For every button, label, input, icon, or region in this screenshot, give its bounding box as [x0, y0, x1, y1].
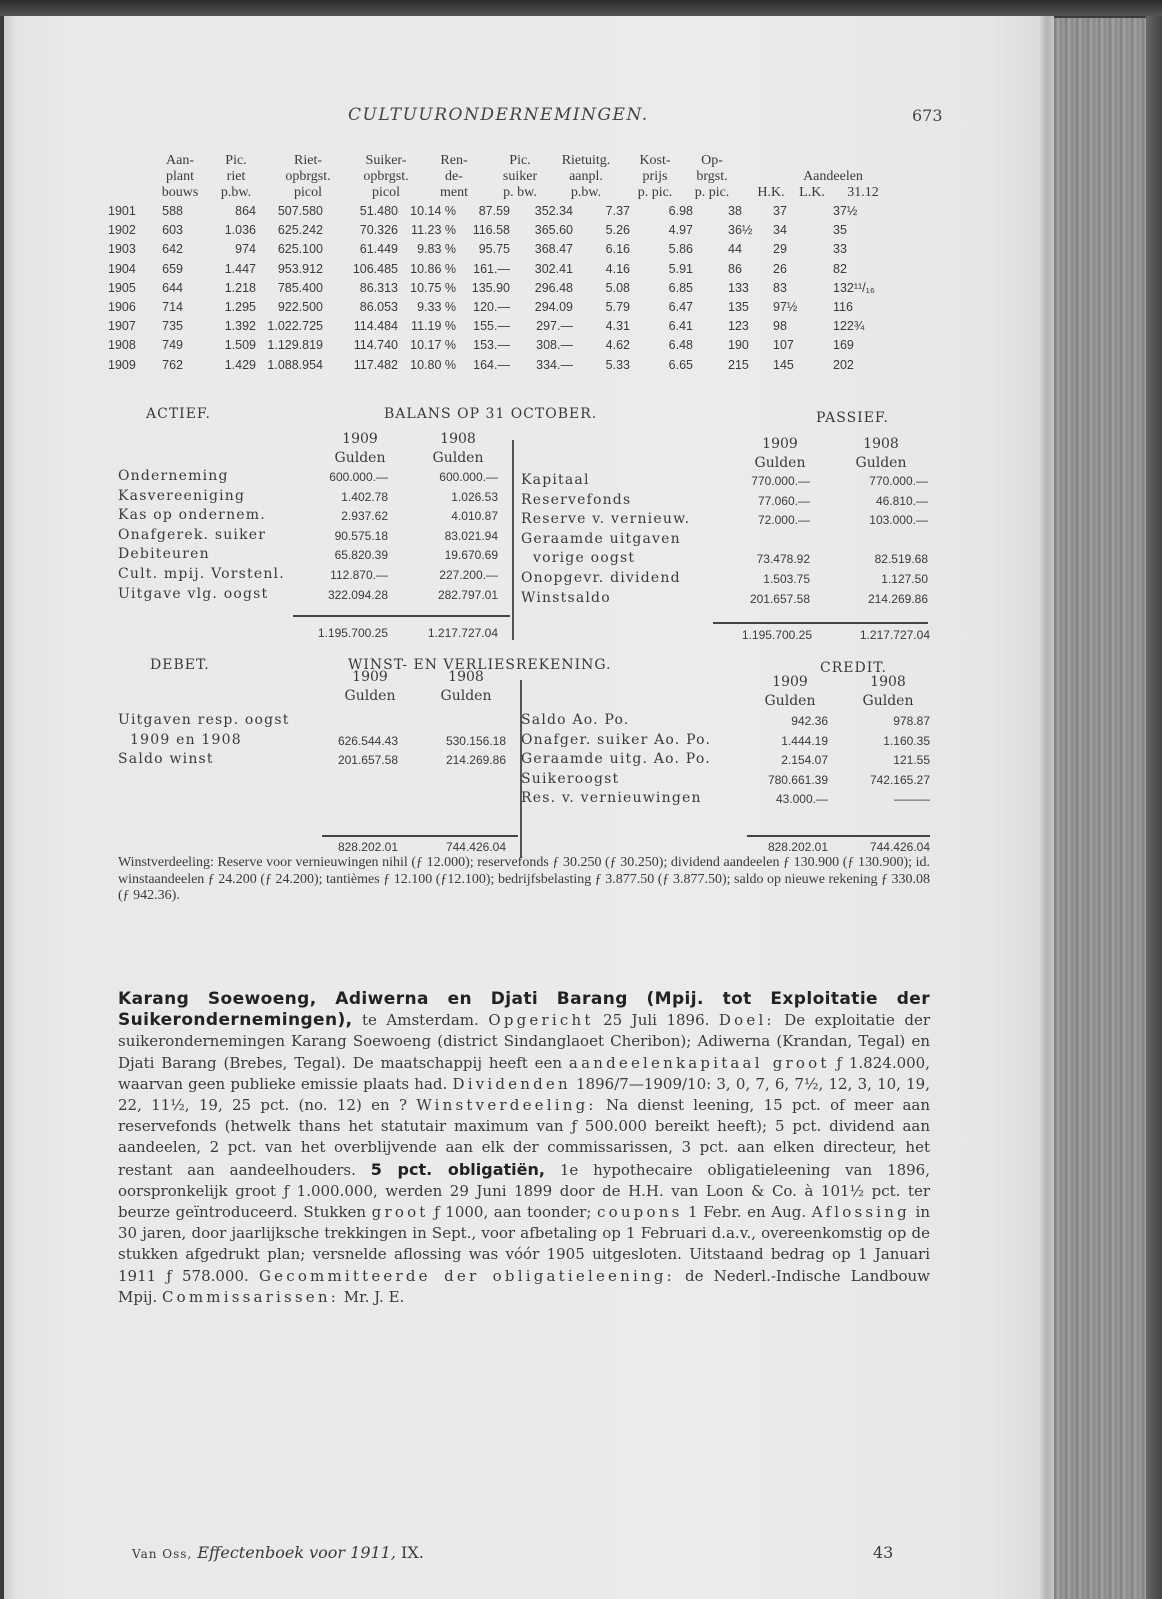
table-cell: 106.485	[352, 261, 398, 276]
table-cell: 1.036	[224, 223, 256, 238]
footer-author: Van Oss,	[132, 1547, 193, 1561]
table-cell: 10.14 %	[410, 204, 456, 218]
ledger-value-1908: 83.021.94	[444, 528, 498, 543]
table-cell: 974	[235, 242, 256, 257]
table-cell: 1.509	[224, 338, 256, 353]
table-cell: 26	[773, 261, 787, 276]
table-cell: 10.86 %	[410, 261, 456, 276]
table-cell: 135.90	[471, 280, 510, 295]
table-cell: 164.—	[473, 357, 510, 372]
debet-heading: DEBET.	[150, 657, 210, 673]
balance-title: BALANS OP 31 OCTOBER.	[384, 406, 598, 422]
ledger-value-1908: 227.200.—	[439, 568, 498, 582]
table-cell: 1.218	[224, 280, 256, 295]
table-cell: 735	[162, 319, 183, 334]
groot-label: groot	[371, 1203, 429, 1222]
actief-col-1909: 1909 Gulden	[334, 431, 386, 466]
table-cell: 153.—	[473, 338, 510, 353]
table-cell: 107	[773, 338, 794, 353]
aflossing-label: Aflossing	[811, 1203, 910, 1222]
debet-col-1909: 1909 Gulden	[344, 669, 396, 704]
table-cell: 6.47	[668, 300, 693, 314]
table-cell: 644	[162, 280, 183, 295]
row-year: 1907	[108, 319, 136, 334]
table-cell: 6.41	[668, 319, 693, 334]
table-cell: 86	[728, 261, 742, 276]
opgericht-label: Opgericht	[488, 1011, 594, 1030]
page-footer	[132, 1543, 424, 1562]
winst-divider	[520, 680, 522, 858]
table-cell: 864	[235, 204, 256, 218]
table-cell: 133	[728, 280, 749, 295]
table-cell: 5.91	[668, 261, 693, 276]
table-cell: 190	[728, 338, 749, 353]
debet-total-rule	[322, 835, 518, 837]
ledger-label: Uitgave vlg. oogst	[118, 585, 269, 602]
ledger-value-1909: 43.000.—	[775, 792, 828, 807]
row-year: 1909	[108, 357, 136, 372]
ledger-label: Onopgevr. dividend	[521, 570, 681, 586]
column-header-hk: H.K.	[757, 185, 785, 200]
table-cell: 35	[833, 223, 847, 238]
table-cell: 10.80 %	[410, 357, 456, 372]
table-cell: 507.580	[277, 204, 323, 218]
ledger-value-1908: 19.670.69	[444, 548, 498, 563]
commissarissen-text: Mr. J. E.	[339, 1287, 405, 1306]
ledger-value-1908: 4.010.87	[451, 509, 498, 524]
ledger-label: Kapitaal	[521, 472, 590, 488]
table-cell: 135	[728, 300, 749, 314]
table-cell: 82	[833, 261, 847, 276]
table-cell: 11.19 %	[411, 319, 456, 334]
ledger-value-1909: 1.444.19	[781, 733, 828, 748]
ledger-value-1909: 780.661.39	[767, 772, 828, 787]
table-cell: 86.313	[359, 280, 398, 295]
table-cell: 762	[162, 357, 183, 372]
page-number: 673	[912, 106, 943, 125]
ledger-label: Saldo Ao. Po.	[521, 712, 630, 728]
ledger-value-1909: 770.000.—	[751, 474, 810, 488]
table-cell: 5.08	[605, 280, 630, 295]
table-row	[108, 262, 908, 281]
table-cell: 1.022.725	[267, 319, 323, 334]
column-header-pic_suiker: Pic. suiker p. bw.	[502, 153, 538, 200]
passief-total-1908: 1.217.727.04	[859, 628, 930, 642]
table-row	[108, 242, 908, 261]
kapitaal-label: aandeelenkapitaal groot	[568, 1053, 830, 1072]
footer-volume: IX.	[395, 1543, 424, 1562]
ledger-value-1908: 600.000.—	[439, 470, 498, 484]
table-cell: 603	[162, 223, 183, 238]
table-cell: 44	[728, 242, 742, 257]
table-cell: 37½	[833, 204, 858, 218]
ledger-label: Kasvereeniging	[118, 487, 246, 504]
table-cell: 642	[162, 242, 183, 257]
ledger-value-1909: 201.657.58	[749, 591, 810, 606]
table-cell: 132¹¹/₁₆	[833, 280, 875, 295]
ledger-value-1908: 1.026.53	[451, 489, 498, 504]
row-year: 1905	[108, 280, 136, 295]
actief-heading: ACTIEF.	[146, 406, 211, 422]
table-cell: 922.500	[277, 300, 323, 314]
column-header-suiker_opbrgst: Suiker- opbrgst. picol	[363, 153, 409, 200]
table-cell: 4.97	[668, 223, 693, 238]
ledger-label: vorige oogst	[533, 550, 636, 567]
table-cell: 83	[773, 280, 787, 295]
table-cell: 114.740	[353, 338, 398, 353]
ledger-label: Geraamde uitgaven	[521, 530, 681, 547]
column-header-opbrgst: Op- brgst. p. pic.	[694, 153, 730, 200]
ledger-label: Onafger. suiker Ao. Po.	[521, 731, 712, 748]
column-header-rendement: Ren- de- ment	[440, 153, 468, 200]
column-header-rietuitg: Rietuitg. aanpl. p.bw.	[561, 153, 611, 200]
table-cell: 1.429	[224, 357, 256, 372]
ledger-label: Onafgerek. suiker	[118, 526, 267, 543]
table-cell: 70.326	[359, 223, 398, 238]
winstverdeeling-note: Winstverdeeling: Reserve voor vernieuwingen nihil (ƒ 12.000); reservefonds ƒ 30.250 (ƒ 30.250); dividend aandeelen ƒ 130.900 (ƒ 130.900); id. winstaandeelen ƒ 24.200 (ƒ 24.200); tantièmes ƒ 12.100 (ƒ12.100); bedrijfsbelasting ƒ 3.877.50 (ƒ 3.877.50); saldo op nieuwe rekening ƒ 330.08 (ƒ 942.36).	[118, 855, 930, 903]
credit-heading: CREDIT.	[820, 660, 887, 676]
ledger-value-1908: 742.165.27	[869, 772, 930, 787]
coupons-text: 1 Febr. en Aug.	[682, 1203, 812, 1222]
column-header-riet_opbrgst: Riet- opbrgst. picol	[285, 153, 331, 200]
table-cell: 6.65	[668, 357, 693, 372]
debet-total-1908: 744.426.04	[445, 840, 506, 854]
credit-col-1908: 1908 Gulden	[862, 674, 914, 709]
table-cell: 1.447	[224, 261, 256, 276]
ledger-value-1909: 2.937.62	[341, 509, 388, 524]
actief-total-1909: 1.195.700.25	[317, 626, 388, 640]
row-year: 1902	[108, 223, 136, 238]
gecommitteerde-label: Gecommitteerde der obligatieleening:	[258, 1266, 675, 1285]
table-cell: 5.26	[605, 223, 630, 238]
table-cell: 87.59	[478, 204, 510, 218]
ledger-value-1908: 1.127.50	[881, 572, 928, 586]
credit-col-1909: 1909 Gulden	[764, 674, 816, 709]
table-cell: 588	[162, 204, 183, 218]
table-cell: 4.31	[605, 319, 630, 334]
credit-total-1909: 828.202.01	[767, 840, 828, 854]
ledger-label: Onderneming	[118, 468, 229, 484]
signature-mark: 43	[873, 1543, 894, 1562]
table-cell: 625.100	[277, 242, 323, 257]
table-cell: 6.48	[668, 338, 693, 353]
ledger-label: Kas op ondernem.	[118, 507, 266, 524]
doel-label: Doel:	[718, 1011, 775, 1030]
table-cell: 123	[728, 319, 749, 334]
winstverdeeling-text: Na dienst leening, 15 pct. of meer aan reservefonds (hetwelk thans het statutair maximum van ƒ 500.000 bereikt heeft); 5 pct. dividend aan aandeelen, 2 pct. van het overblijvende aan elk der commissarissen, 3 pct. aan elken directeur, het restant aan aandeelhouders.	[118, 1096, 931, 1179]
ledger-value-1908: 103.000.—	[869, 513, 928, 528]
table-cell: 117.482	[353, 357, 398, 372]
table-row	[108, 358, 908, 377]
table-cell: 749	[162, 338, 183, 353]
table-row	[108, 300, 908, 319]
row-year: 1906	[108, 300, 136, 314]
ledger-label: Debiteuren	[118, 546, 210, 563]
table-cell: 334.—	[536, 357, 573, 372]
table-cell: 98	[773, 319, 787, 334]
ledger-value-1909: 322.094.28	[327, 587, 388, 602]
ledger-value-1908: 770.000.—	[869, 474, 928, 488]
table-cell: 9.33 %	[417, 300, 456, 314]
ledger-value-1908: 121.55	[893, 753, 930, 768]
table-cell: 4.16	[605, 261, 630, 276]
scan-top-edge	[0, 0, 1162, 16]
page-gutter-shadow	[1040, 16, 1054, 1599]
table-cell: 161.—	[473, 261, 510, 276]
table-cell: 6.85	[668, 280, 693, 295]
footer-title: Effectenboek voor 1911,	[197, 1543, 396, 1562]
table-cell: 116	[833, 300, 853, 314]
table-cell: 659	[162, 261, 183, 276]
credit-total-rule	[747, 835, 930, 837]
table-cell: 38	[728, 204, 742, 218]
ledger-value-1908: 214.269.86	[867, 591, 928, 606]
table-row	[108, 338, 908, 357]
actief-total-rule	[293, 615, 510, 617]
table-cell: 145	[773, 357, 794, 372]
ledger-value-1909: 65.820.39	[334, 548, 388, 563]
ledger-value-1909: 2.154.07	[781, 753, 828, 768]
table-cell: 36½	[728, 223, 753, 238]
table-cell: 61.449	[359, 242, 398, 257]
passief-col-1908: 1908 Gulden	[855, 436, 907, 471]
row-year: 1901	[108, 204, 136, 218]
table-cell: 29	[773, 242, 787, 257]
column-header-d3112: 31.12	[847, 185, 879, 200]
ledger-label: Suikeroogst	[521, 770, 620, 787]
table-cell: 215	[728, 357, 749, 372]
ledger-value-1909: 600.000.—	[329, 470, 388, 484]
table-cell: 34	[773, 223, 787, 238]
table-cell: 308.—	[536, 338, 573, 353]
winstverdeeling-label: Winstverdeeling:	[416, 1096, 597, 1115]
table-cell: 4.62	[605, 338, 630, 353]
table-cell: 155.—	[473, 319, 510, 334]
ledger-value-1909: 626.544.43	[337, 733, 398, 748]
table-cell: 785.400	[277, 280, 323, 295]
row-year: 1904	[108, 261, 136, 276]
row-year: 1903	[108, 242, 136, 257]
passief-total-1909: 1.195.700.25	[741, 628, 812, 642]
debet-col-1908: 1908 Gulden	[440, 669, 492, 704]
table-cell: 294.09	[534, 300, 573, 314]
column-header-kostprijs: Kost- prijs p. pic.	[637, 153, 673, 200]
actief-col-1908: 1908 Gulden	[432, 431, 484, 466]
company-name: Karang Soewoeng, Adiwerna en Djati Barang (Mpij. tot Exploitatie der Suikerondernemingen),	[118, 989, 930, 1031]
table-cell: 51.480	[359, 204, 398, 218]
ledger-label: Res. v. vernieuwingen	[521, 790, 702, 807]
dividenden-text: 1896/7—1909/10: 3, 0, 7, 6, 7½, 12, 3, 10, 19, 22, 11½, 19, 25 pct. (no. 12) en ?	[118, 1074, 930, 1115]
ledger-label: Winstsaldo	[521, 589, 611, 606]
actief-total-1908: 1.217.727.04	[427, 626, 498, 640]
company-location: te Amsterdam.	[352, 1011, 479, 1030]
table-row	[108, 319, 908, 338]
table-cell: 7.37	[605, 204, 630, 218]
table-cell: 95.75	[478, 242, 510, 257]
ledger-label: Uitgaven resp. oogst	[118, 712, 290, 728]
table-cell: 6.16	[605, 242, 630, 257]
company-entry	[118, 989, 930, 1308]
ledger-label: Cult. mpij. Vorstenl.	[118, 566, 285, 582]
table-cell: 116.58	[472, 223, 510, 238]
table-cell: 5.33	[605, 357, 630, 372]
book-cover-edge	[1146, 16, 1162, 1599]
opgericht-text: 25 Juli 1896.	[593, 1011, 719, 1030]
table-cell: 33	[833, 242, 847, 257]
running-head: CULTUURONDERNEMINGEN.	[348, 105, 649, 125]
ledger-label: 1909 en 1908	[130, 731, 242, 748]
coupons-label: coupons	[596, 1203, 683, 1222]
table-cell: 302.41	[534, 261, 573, 276]
ledger-value-1909: 72.000.—	[757, 513, 810, 528]
doel-text: De exploitatie der suikerondernemingen Karang Soewoeng (district Sindanglaoet Cheribon); Adiwerna (Krandan, Tegal) en Djati Barang (Brebes, Tegal). De maatschappij heeft een	[118, 1011, 931, 1072]
table-cell: 120.—	[473, 300, 510, 314]
gecommitteerde-text: de Nederl.-Indische Landbouw Mpij.	[118, 1266, 930, 1306]
table-cell: 97½	[773, 300, 798, 314]
passief-col-1909: 1909 Gulden	[754, 436, 806, 471]
debet-total-1909: 828.202.01	[337, 840, 398, 854]
ledger-value-1908: 530.156.18	[445, 733, 506, 748]
table-cell: 1.392	[224, 319, 256, 334]
table-row	[108, 281, 908, 300]
ledger-value-1909: 1.402.78	[341, 489, 388, 504]
table-cell: 202	[833, 357, 854, 372]
groot-text: ƒ 1000, aan toonder;	[428, 1203, 597, 1222]
column-header-aanplant: Aan- plant bouws	[161, 153, 199, 200]
table-cell: 296.48	[534, 280, 573, 295]
column-header-aandeelen: Aandeelen	[803, 169, 863, 184]
table-cell: 1.295	[224, 300, 256, 314]
table-row	[108, 204, 908, 223]
table-cell: 169	[833, 338, 854, 353]
obligaties-label: 5 pct. obligatiën,	[370, 1159, 545, 1179]
credit-total-1908: 744.426.04	[869, 840, 930, 854]
ledger-value-1909: 942.36	[791, 714, 828, 728]
row-year: 1908	[108, 338, 136, 353]
ledger-label: Reserve v. vernieuw.	[521, 511, 691, 528]
ledger-value-1908: 82.519.68	[874, 552, 928, 567]
obligaties-text: 1e hypothecaire obligatieleening van 1896, oorspronkelijk groot ƒ 1.000.000, werden 29 Juni 1899 door de H.H. van Loon & Co. à 101½ pct. ter beurze geïntroduceerd. Stukken	[118, 1160, 930, 1222]
column-header-pic_riet: Pic. riet p.bw.	[220, 153, 252, 200]
ledger-value-1908: 282.797.01	[437, 587, 498, 602]
ledger-value-1909: 90.575.18	[334, 528, 388, 543]
commissarissen-label: Commissarissen:	[161, 1287, 339, 1306]
ledger-value-1909: 112.870.—	[330, 568, 388, 582]
table-cell: 625.242	[277, 223, 323, 238]
table-cell: 365.60	[534, 223, 573, 238]
ledger-label: Geraamde uitg. Ao. Po.	[521, 751, 711, 768]
table-cell: 37	[773, 204, 787, 218]
aflossing-text: in 30 jaren, door jaarlijksche trekkingen in Sept., voor afbetaling op 1 Februari d.a.v., overeenkomstig op de stukken afgedrukt plan; versnelde aflossing was vóór 1905 uitgesloten. Uitstaand bedrag op 1 Januari 1911 ƒ 578.000.	[118, 1203, 930, 1285]
table-cell: 1.129.819	[267, 338, 323, 353]
ledger-value-1909: 73.478.92	[756, 552, 810, 567]
ledger-value-1908: 1.160.35	[883, 733, 930, 748]
table-cell: 11.23 %	[411, 223, 456, 238]
table-row	[108, 223, 908, 242]
balance-divider	[512, 440, 514, 640]
table-cell: 714	[162, 300, 183, 314]
ledger-label: Reservefonds	[521, 491, 632, 508]
table-cell: 297.—	[536, 319, 573, 334]
passief-total-rule	[713, 622, 928, 624]
table-cell: 368.47	[534, 242, 573, 257]
table-cell: 352.34	[534, 204, 573, 218]
table-cell: 1.088.954	[267, 357, 323, 372]
passief-heading: PASSIEF.	[816, 410, 889, 426]
table-cell: 10.17 %	[410, 338, 456, 353]
table-cell: 953.912	[277, 261, 323, 276]
table-cell: 5.79	[605, 300, 630, 314]
kapitaal-text: ƒ 1.824.000, waarvan geen publieke emissie plaats had.	[118, 1053, 930, 1093]
ledger-value-1908: 978.87	[893, 714, 930, 728]
table-cell: 6.98	[668, 204, 693, 218]
table-cell: 5.86	[668, 242, 693, 257]
table-cell: 9.83 %	[417, 242, 456, 257]
table-cell: 122¾	[833, 319, 865, 334]
ledger-label: Saldo winst	[118, 751, 214, 767]
dividenden-label: Dividenden	[452, 1074, 571, 1093]
column-header-lk: L.K.	[799, 185, 825, 200]
ledger-value-1908: 214.269.86	[445, 753, 506, 767]
ledger-value-1909: 77.060.—	[757, 493, 810, 508]
table-cell: 10.75 %	[410, 280, 456, 295]
ledger-value-1909: 1.503.75	[763, 572, 810, 586]
ledger-value-1908: ———	[894, 792, 930, 807]
winst-title: WINST- EN VERLIESREKENING.	[348, 657, 612, 673]
ledger-value-1909: 201.657.58	[337, 753, 398, 767]
table-cell: 86.053	[359, 300, 398, 314]
table-cell: 114.484	[353, 319, 398, 334]
ledger-value-1908: 46.810.—	[875, 493, 928, 508]
